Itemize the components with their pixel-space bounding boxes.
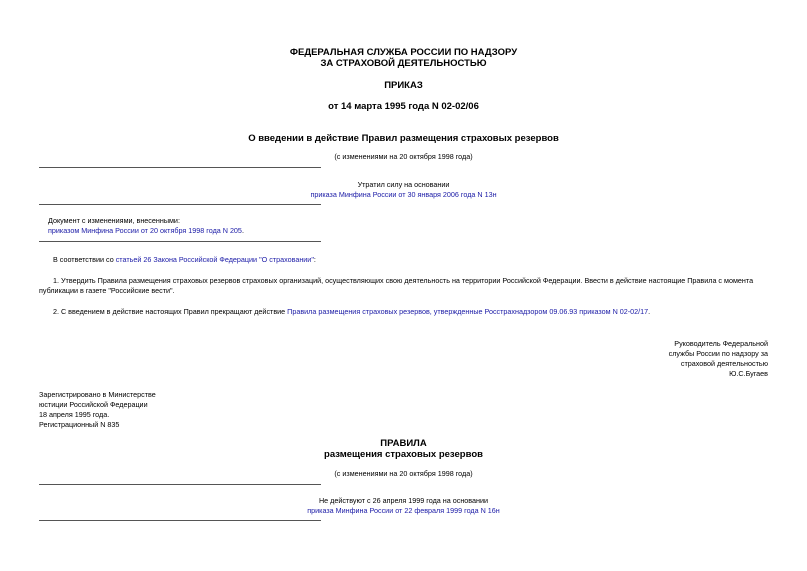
amended-by-line: приказом Минфина России от 20 октября 1998 года N 205. (48, 226, 244, 235)
signature-line1: Руководитель Федеральной (674, 339, 768, 348)
signature-line3: страховой деятельностью (680, 359, 768, 368)
not-in-force-text: Не действуют с 26 апреля 1999 года на основании (318, 496, 489, 505)
amendment-note: (с изменениями на 20 октября 1998 года) (334, 152, 473, 161)
item1-line2: публикации в газете "Российские вести". (39, 286, 175, 295)
registration-line2: юстиции Российской Федерации (39, 400, 148, 409)
doc-type: ПРИКАЗ (384, 80, 423, 91)
registration-line1: Зарегистрировано в Министерстве (39, 390, 156, 399)
item1-line1: 1. Утвердить Правила размещения страховых резервов страховых организаций, осуществляющих свою деятельность на территории Российской Федерации. Ввести в действие настоящие Правила с момента (53, 276, 754, 285)
signature-name: Ю.С.Бугаев (729, 369, 768, 378)
item2-paragraph: 2. С введением в действие настоящих Правил прекращают действие Правила размещения страховых резервов, утвержденные Росстрахнадзором 09.06.93 приказом N 02-02/17. (53, 307, 651, 316)
divider (39, 241, 321, 242)
lost-force-text: Утратил силу на основании (357, 180, 450, 189)
divider (39, 204, 321, 205)
rules-amendment-note: (с изменениями на 20 октября 1998 года) (334, 469, 473, 478)
agency-name-line1: ФЕДЕРАЛЬНАЯ СЛУЖБА РОССИИ ПО НАДЗОРУ (289, 47, 518, 58)
registration-number: Регистрационный N 835 (39, 420, 120, 429)
previous-rules-link[interactable]: Правила размещения страховых резервов, утвержденные Росстрахнадзором 09.06.93 приказом N 02-02/17 (287, 307, 649, 316)
agency-name-line2: ЗА СТРАХОВОЙ ДЕЯТЕЛЬНОСТЬЮ (320, 58, 487, 69)
rules-subtitle: размещения страховых резервов (324, 449, 483, 460)
registration-line3: 18 апреля 1995 года. (39, 410, 110, 419)
signature-line2: службы России по надзору за (668, 349, 768, 358)
lost-force-link[interactable]: приказа Минфина России от 30 января 2006 года N 13н (310, 190, 497, 199)
rules-title: ПРАВИЛА (380, 438, 427, 449)
divider (39, 520, 321, 521)
divider (39, 484, 321, 485)
amended-by-link[interactable]: приказом Минфина России от 20 октября 1998 года N 205 (48, 226, 242, 235)
intro-paragraph: В соответствии со статьей 26 Закона Российской Федерации "О страховании": (53, 255, 316, 264)
divider (39, 167, 321, 168)
not-in-force-link[interactable]: приказа Минфина России от 22 февраля 1999 года N 16н (307, 506, 500, 515)
doc-title: О введении в действие Правил размещения страховых резервов (248, 133, 559, 144)
doc-date: от 14 марта 1995 года N 02-02/06 (328, 101, 479, 112)
amended-by-text: Документ с изменениями, внесенными: (48, 216, 180, 225)
law-article-link[interactable]: статьей 26 Закона Российской Федерации "О страховании" (115, 255, 314, 264)
